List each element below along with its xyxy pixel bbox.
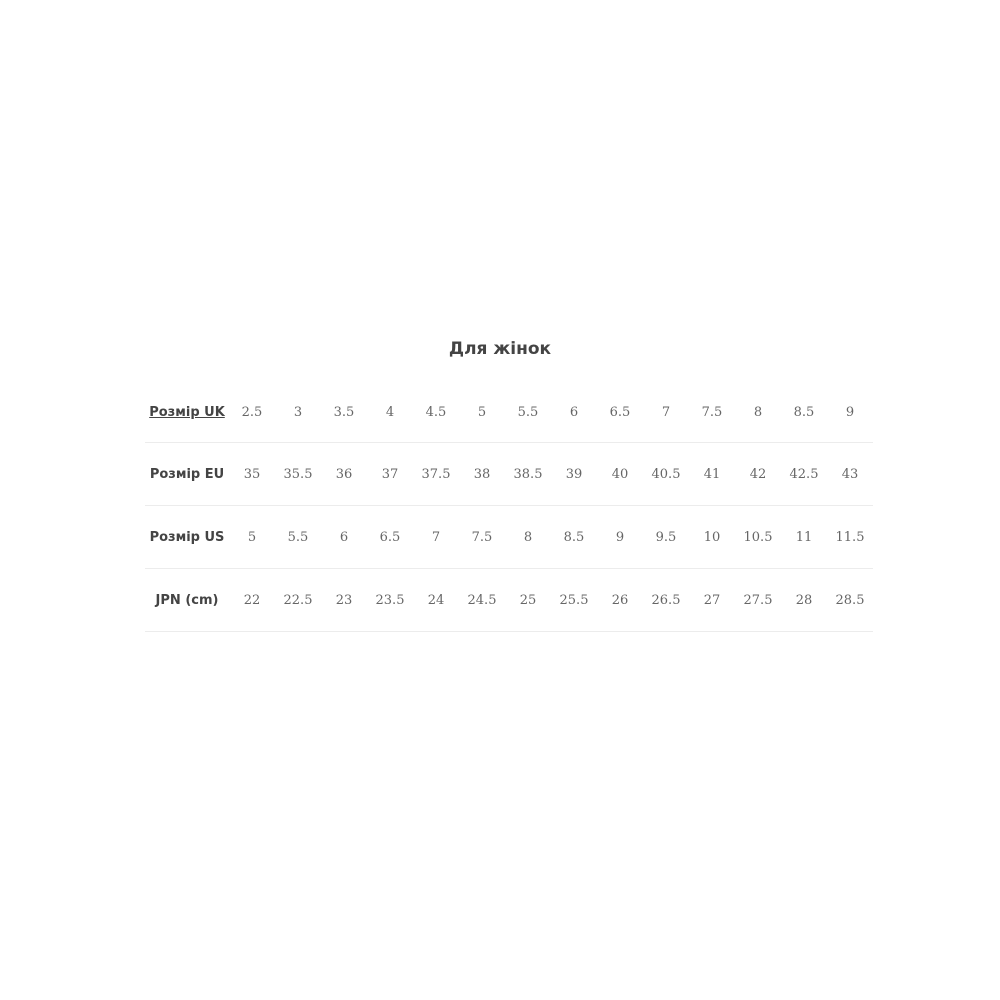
size-cell: 9 bbox=[827, 382, 873, 443]
size-cell: 27.5 bbox=[735, 569, 781, 632]
size-cell: 40.5 bbox=[643, 443, 689, 506]
size-cell: 26 bbox=[597, 569, 643, 632]
size-cell: 8.5 bbox=[551, 506, 597, 569]
size-cell: 42 bbox=[735, 443, 781, 506]
size-cell: 27 bbox=[689, 569, 735, 632]
size-cell: 4.5 bbox=[413, 382, 459, 443]
size-cell: 35.5 bbox=[275, 443, 321, 506]
size-cell: 22.5 bbox=[275, 569, 321, 632]
size-cell: 9.5 bbox=[643, 506, 689, 569]
size-cell: 8 bbox=[735, 382, 781, 443]
size-cell: 7 bbox=[643, 382, 689, 443]
size-cell: 5.5 bbox=[275, 506, 321, 569]
size-cell: 25.5 bbox=[551, 569, 597, 632]
size-cell: 43 bbox=[827, 443, 873, 506]
size-cell: 39 bbox=[551, 443, 597, 506]
size-cell: 6 bbox=[321, 506, 367, 569]
row-label: JPN (cm) bbox=[145, 569, 229, 632]
size-cell: 2.5 bbox=[229, 382, 275, 443]
size-cell: 11 bbox=[781, 506, 827, 569]
size-cell: 6 bbox=[551, 382, 597, 443]
size-cell: 40 bbox=[597, 443, 643, 506]
size-cell: 7.5 bbox=[459, 506, 505, 569]
size-cell: 4 bbox=[367, 382, 413, 443]
size-cell: 36 bbox=[321, 443, 367, 506]
size-cell: 5 bbox=[229, 506, 275, 569]
size-chart-table bbox=[145, 382, 873, 632]
size-row-uk bbox=[145, 382, 873, 443]
size-cell: 23.5 bbox=[367, 569, 413, 632]
size-cell: 9 bbox=[597, 506, 643, 569]
size-cell: 38 bbox=[459, 443, 505, 506]
row-label[interactable]: Розмір UK bbox=[145, 382, 229, 443]
size-cell: 42.5 bbox=[781, 443, 827, 506]
size-cell: 24 bbox=[413, 569, 459, 632]
size-cell: 7.5 bbox=[689, 382, 735, 443]
size-row-jpn bbox=[145, 569, 873, 632]
size-cell: 37 bbox=[367, 443, 413, 506]
size-cell: 10 bbox=[689, 506, 735, 569]
size-cell: 22 bbox=[229, 569, 275, 632]
size-cell: 41 bbox=[689, 443, 735, 506]
size-cell: 28.5 bbox=[827, 569, 873, 632]
size-cell: 5.5 bbox=[505, 382, 551, 443]
row-label: Розмір EU bbox=[145, 443, 229, 506]
size-cell: 6.5 bbox=[597, 382, 643, 443]
size-cell: 3.5 bbox=[321, 382, 367, 443]
row-label: Розмір US bbox=[145, 506, 229, 569]
page-title: Для жінок bbox=[448, 339, 552, 359]
size-cell: 37.5 bbox=[413, 443, 459, 506]
size-cell: 24.5 bbox=[459, 569, 505, 632]
size-cell: 3 bbox=[275, 382, 321, 443]
size-cell: 8 bbox=[505, 506, 551, 569]
size-cell: 35 bbox=[229, 443, 275, 506]
size-cell: 7 bbox=[413, 506, 459, 569]
size-cell: 38.5 bbox=[505, 443, 551, 506]
size-cell: 6.5 bbox=[367, 506, 413, 569]
size-cell: 26.5 bbox=[643, 569, 689, 632]
size-row-us bbox=[145, 506, 873, 569]
size-row-eu bbox=[145, 443, 873, 506]
size-cell: 11.5 bbox=[827, 506, 873, 569]
size-cell: 8.5 bbox=[781, 382, 827, 443]
size-cell: 23 bbox=[321, 569, 367, 632]
size-cell: 10.5 bbox=[735, 506, 781, 569]
size-cell: 28 bbox=[781, 569, 827, 632]
size-cell: 5 bbox=[459, 382, 505, 443]
size-cell: 25 bbox=[505, 569, 551, 632]
